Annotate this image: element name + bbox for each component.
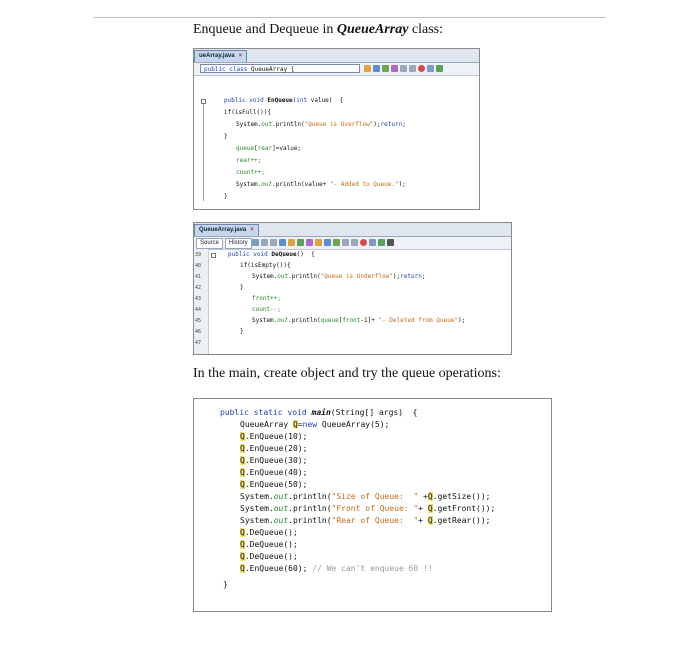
code-token: (String[] args) { xyxy=(330,408,418,417)
page-top-rule xyxy=(94,17,606,18)
editor-toolbar-icons xyxy=(364,64,443,73)
code-token: ]=value; xyxy=(272,145,302,152)
fold-toggle-icon[interactable] xyxy=(211,253,216,258)
code-line: rear++; xyxy=(236,157,262,164)
code-token: System. xyxy=(252,273,278,280)
editor-toolbar xyxy=(194,237,511,250)
code-token: = xyxy=(297,420,303,429)
editor-toolbar-icons xyxy=(252,238,394,247)
code-token: .println( xyxy=(288,516,332,525)
toolbar-icon-2[interactable] xyxy=(261,239,268,246)
heading-enqueue-dequeue xyxy=(193,22,443,38)
tab-source[interactable]: Source xyxy=(196,238,223,249)
record-icon[interactable] xyxy=(360,239,367,246)
toolbar-icon-5[interactable] xyxy=(400,65,407,72)
variable-q: Q xyxy=(240,564,245,573)
code-token: ); xyxy=(457,317,466,324)
code-line: } xyxy=(240,284,244,291)
code-comment: // We can't enqueue 60 !! xyxy=(307,564,433,573)
code-token: out xyxy=(273,504,289,513)
variable-q: Q xyxy=(240,468,245,477)
code-token: QueueArray(5); xyxy=(317,420,390,429)
method-name-enqueue: EnQueue xyxy=(267,97,293,104)
tab-history[interactable]: History xyxy=(225,238,252,249)
enqueue-code xyxy=(224,97,474,207)
line-number: 41 xyxy=(195,274,202,280)
code-token: .println( xyxy=(288,273,321,280)
code-line: front++; xyxy=(252,295,281,302)
code-line: } xyxy=(240,328,244,335)
variable-q: Q xyxy=(240,444,245,453)
toolbar-icon-10[interactable] xyxy=(333,239,340,246)
code-token: new xyxy=(302,420,318,429)
code-token: .getRear()); xyxy=(432,516,491,525)
editor-tabbar xyxy=(194,49,479,63)
code-token: .println( xyxy=(288,317,321,324)
toolbar-icon-9[interactable] xyxy=(436,65,443,72)
code-line: .EnQueue(60); xyxy=(244,564,308,573)
code-token: ); xyxy=(373,121,381,128)
line-number: 39 xyxy=(195,252,202,258)
line-number: 40 xyxy=(195,263,202,269)
editor-subtabs xyxy=(196,238,252,249)
toolbar-icon-2[interactable] xyxy=(373,65,380,72)
code-string: "Front of Queue: " xyxy=(331,504,419,513)
variable-q: Q xyxy=(240,528,245,537)
code-string: "Size of Queue: " xyxy=(331,492,419,501)
record-icon[interactable] xyxy=(418,65,425,72)
heading-class-name: QueueArray xyxy=(336,22,409,37)
code-string: "- Deleted from Queue" xyxy=(378,317,458,324)
enqueue-code-screenshot xyxy=(193,48,480,210)
code-token: value) { xyxy=(307,97,344,104)
file-tab[interactable] xyxy=(194,224,259,236)
code-token: queue xyxy=(236,145,255,152)
code-string: "Queue is Underflow" xyxy=(320,273,393,280)
code-token: -1]+ xyxy=(360,317,379,324)
code-token: ; xyxy=(421,273,426,280)
code-token: .println( xyxy=(288,492,332,501)
code-token: ); xyxy=(392,273,401,280)
code-line: if(isEmpty()){ xyxy=(240,262,291,269)
code-token: [ xyxy=(254,145,258,152)
variable-q: Q xyxy=(427,504,433,513)
code-token: out xyxy=(273,492,289,501)
toolbar-icon-8[interactable] xyxy=(315,239,322,246)
code-token: .getFront()); xyxy=(432,504,496,513)
toolbar-icon-1[interactable] xyxy=(364,65,371,72)
code-token: public void xyxy=(228,251,272,258)
gutter-guide-line xyxy=(203,101,204,201)
toolbar-icon-12[interactable] xyxy=(351,239,358,246)
method-name-main: main xyxy=(311,408,331,417)
main-code-screenshot xyxy=(193,398,552,612)
toolbar-icon-11[interactable] xyxy=(342,239,349,246)
code-token: public static void xyxy=(220,408,312,417)
code-token: out xyxy=(261,181,273,188)
editor-nav-bar xyxy=(194,63,479,76)
code-token: int xyxy=(296,97,308,104)
toolbar-icon-6[interactable] xyxy=(409,65,416,72)
line-number: 42 xyxy=(195,285,202,291)
main-code xyxy=(220,408,550,608)
search-icon[interactable] xyxy=(279,239,286,246)
code-line: } xyxy=(224,193,228,200)
variable-q: Q xyxy=(427,492,433,501)
code-token: System. xyxy=(240,492,274,501)
code-token: out xyxy=(277,273,289,280)
code-token: System. xyxy=(236,181,262,188)
file-tab-label: QueueArray.java xyxy=(199,227,247,233)
code-token: rear xyxy=(257,145,273,152)
code-token: + xyxy=(418,504,428,513)
toolbar-icon-3[interactable] xyxy=(382,65,389,72)
code-line: .EnQueue(20); xyxy=(244,444,308,453)
toolbar-icon-9[interactable] xyxy=(324,239,331,246)
editor-tabbar xyxy=(194,223,511,237)
code-token: System. xyxy=(252,317,278,324)
line-number: 47 xyxy=(195,340,202,346)
code-line: count++; xyxy=(236,169,265,176)
toolbar-icon-4[interactable] xyxy=(391,65,398,72)
toolbar-icon-6[interactable] xyxy=(297,239,304,246)
toolbar-icon-15[interactable] xyxy=(378,239,385,246)
code-string: "Rear of Queue: " xyxy=(331,516,419,525)
code-token: out xyxy=(273,516,289,525)
heading-suffix: class: xyxy=(408,22,444,37)
code-token: .println(value+ xyxy=(272,181,330,188)
code-line: .DeQueue(); xyxy=(244,540,298,549)
code-line: .EnQueue(50); xyxy=(244,480,308,489)
variable-q: Q xyxy=(240,432,245,441)
close-icon[interactable]: × xyxy=(238,53,243,59)
code-token: .println( xyxy=(288,504,332,513)
code-token: public void xyxy=(224,97,268,104)
code-line: } xyxy=(224,133,228,140)
code-token: out xyxy=(261,121,273,128)
code-line: .DeQueue(); xyxy=(244,552,298,561)
toolbar-icon-5[interactable] xyxy=(288,239,295,246)
code-string: "Queue is Overflow" xyxy=(304,121,374,128)
dequeue-code-screenshot xyxy=(193,222,512,355)
code-token: + xyxy=(418,492,428,501)
code-token: [ xyxy=(338,317,343,324)
toolbar-icon-3[interactable] xyxy=(270,239,277,246)
corner-mark xyxy=(0,0,28,6)
line-number: 45 xyxy=(195,318,202,324)
code-line: count--; xyxy=(252,306,281,313)
code-token: front xyxy=(342,317,361,324)
line-number: 44 xyxy=(195,307,202,313)
heading-prefix: Enqueue and Dequeue in xyxy=(193,22,337,37)
code-token: .println( xyxy=(272,121,305,128)
line-number-gutter xyxy=(194,249,209,354)
file-tab-label: ueArray.java xyxy=(199,53,235,59)
code-token: ); xyxy=(398,181,406,188)
selector-keyword: public class xyxy=(204,66,251,73)
code-token: return xyxy=(380,121,403,128)
code-token: () { xyxy=(296,251,315,258)
close-icon[interactable]: × xyxy=(250,227,254,233)
code-token: out xyxy=(277,317,289,324)
toolbar-icon-1[interactable] xyxy=(252,239,259,246)
code-token: + xyxy=(418,516,428,525)
code-token: return xyxy=(400,273,422,280)
heading-main-operations: In the main, create object and try the queue operations: xyxy=(193,366,501,381)
variable-q: Q xyxy=(240,456,245,465)
variable-q: Q xyxy=(240,480,245,489)
file-tab[interactable] xyxy=(194,50,247,62)
line-number: 43 xyxy=(195,296,202,302)
code-token: .getSize()); xyxy=(432,492,491,501)
code-token: ; xyxy=(402,121,406,128)
code-line: .EnQueue(30); xyxy=(244,456,308,465)
dequeue-code xyxy=(228,251,511,351)
code-token: QueueArray xyxy=(240,420,293,429)
variable-q: Q xyxy=(240,540,245,549)
line-number: 46 xyxy=(195,329,202,335)
code-string: "- Added to Queue." xyxy=(329,181,399,188)
variable-q: Q xyxy=(240,552,245,561)
code-token: queue xyxy=(320,317,339,324)
code-line: .DeQueue(); xyxy=(244,528,298,537)
fold-toggle-icon[interactable] xyxy=(201,99,206,104)
code-line: } xyxy=(223,580,228,589)
method-name-dequeue: DeQueue xyxy=(271,251,297,258)
toolbar-icon-8[interactable] xyxy=(427,65,434,72)
variable-q: Q xyxy=(427,516,433,525)
toolbar-icon-7[interactable] xyxy=(306,239,313,246)
code-token: System. xyxy=(240,504,274,513)
variable-q: Q xyxy=(292,420,298,429)
code-line: .EnQueue(10); xyxy=(244,432,308,441)
code-token: System. xyxy=(236,121,262,128)
code-token: ( xyxy=(292,97,297,104)
code-token: System. xyxy=(240,516,274,525)
code-line: if(isFull()){ xyxy=(224,109,271,116)
toolbar-icon-14[interactable] xyxy=(369,239,376,246)
selector-name: QueueArray { xyxy=(250,66,295,73)
toolbar-icon-16[interactable] xyxy=(387,239,394,246)
code-line: .EnQueue(40); xyxy=(244,468,308,477)
class-navigator-select[interactable] xyxy=(200,64,360,73)
